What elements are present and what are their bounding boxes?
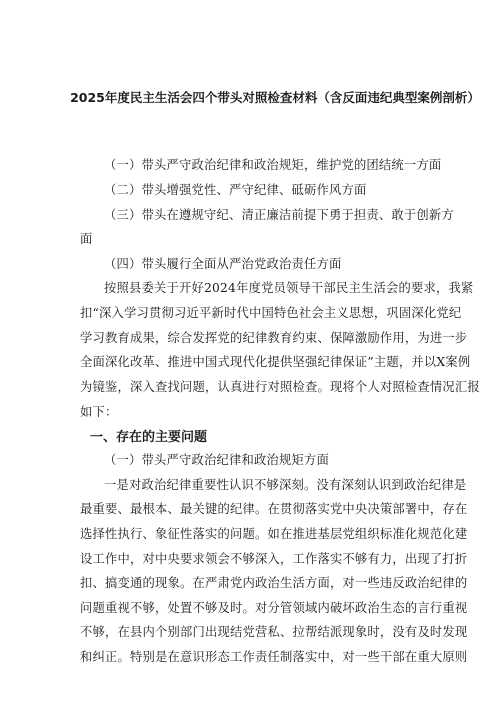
toc-item-3-continued: 面 <box>80 232 93 246</box>
body-line-6: 问题重视不够，处置不够及时。对分管领域内破坏政治生态的言行重视 <box>80 601 468 615</box>
section-heading: 一、存在的主要问题 <box>90 430 208 445</box>
intro-line-5: 为镜鉴，深入查找问题，认真进行对照检查。现将个人对照检查情况汇报 <box>80 380 480 394</box>
body-line-4: 设工作中，对中央要求领会不够深入，工作落实不够有力，出现了打折 <box>80 552 468 566</box>
intro-line-3: 学习教育成果，综合发挥党的纪律教育约束、保障激励作用，为进一步 <box>80 331 468 345</box>
body-line-7: 不够，在县内个别部门出现结党营私、拉帮结派现象时，没有及时发现 <box>80 625 468 639</box>
toc-item-3: （三）带头在遵规守纪、清正廉洁前提下勇于担责、敢于创新方 <box>104 208 454 222</box>
intro-line-6: 如下： <box>80 405 118 419</box>
intro-line-1: 按照县委关于开好2024年度党员领导干部民主生活会的要求，我紧 <box>104 281 474 295</box>
toc-item-1: （一）带头严守政治纪律和政治规矩，维护党的团结统一方面 <box>104 158 442 172</box>
body-line-5: 扣、搞变通的现象。在严肃党内政治生活方面，对一些违反政治纪律的 <box>80 576 468 590</box>
body-line-2: 最重要、最根本、最关键的纪律。在贯彻落实党中央决策部署中，存在 <box>80 502 468 516</box>
body-line-1: 一是对政治纪律重要性认识不够深刻。没有深刻认识到政治纪律是 <box>104 478 467 492</box>
toc-item-4: （四）带头履行全面从严治党政治责任方面 <box>104 257 342 271</box>
toc-item-2: （二）带头增强党性、严守纪律、砥砺作风方面 <box>104 183 367 197</box>
body-line-8: 和纠正。特别是在意识形态工作责任制落实中，对一些干部在重大原则 <box>80 650 468 664</box>
intro-line-4: 全面深化改革、推进中国式现代化提供坚强纪律保证”主题，并以X案例 <box>80 355 471 369</box>
intro-line-2: 扣“深入学习贯彻习近平新时代中国特色社会主义思想，巩固深化党纪 <box>80 306 462 320</box>
document-title: 2025年度民主生活会四个带头对照检查材料（含反面违纪典型案例剖析） <box>70 90 480 105</box>
body-line-3: 选择性执行、象征性落实的问题。如在推进基层党组织标准化规范化建 <box>80 527 468 541</box>
sub-heading: （一）带头严守政治纪律和政治规矩方面 <box>104 453 329 467</box>
